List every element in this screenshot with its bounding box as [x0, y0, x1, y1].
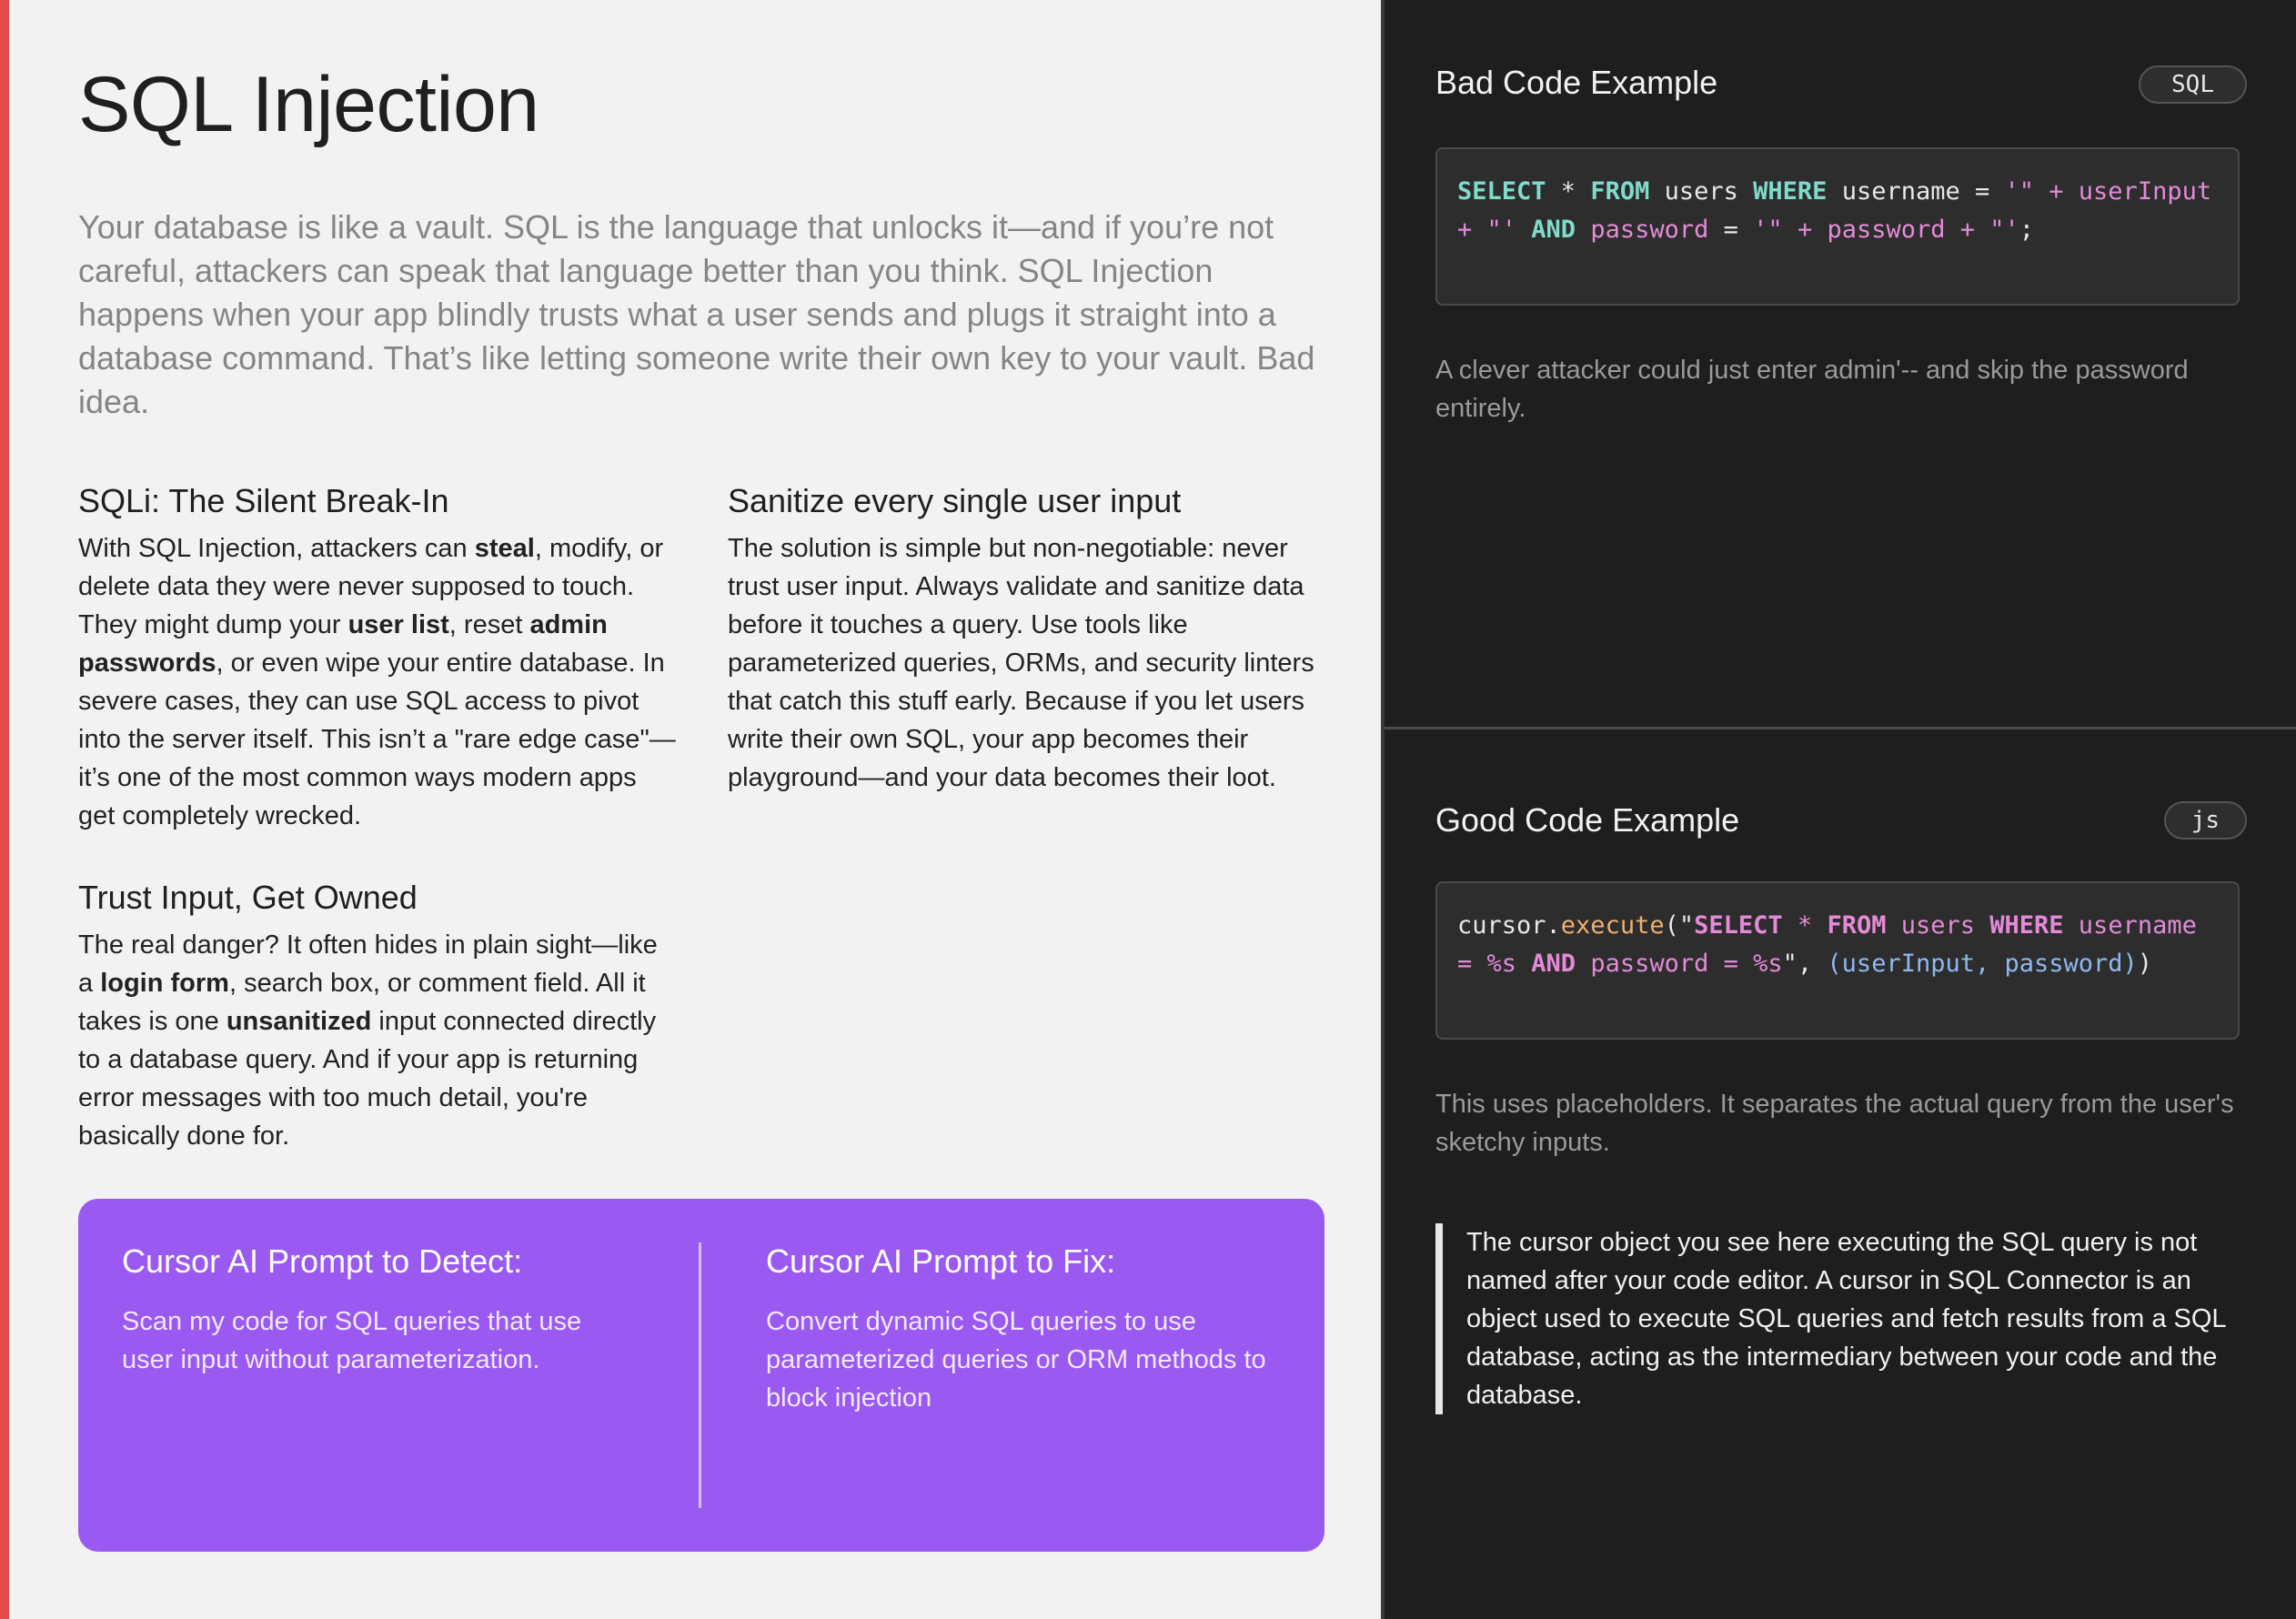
code-token: ;	[2019, 216, 2035, 244]
code-token: SELECT	[1694, 911, 1783, 940]
code-token	[1516, 216, 1531, 244]
fix-prompt-text[interactable]: Convert dynamic SQL queries to use parameterized queries or ORM methods to block injection	[766, 1307, 1266, 1413]
code-token: =	[1708, 216, 1754, 244]
code-token: username =	[1827, 177, 2005, 206]
code-token: users	[1886, 911, 1990, 940]
cursor-prompt-box	[78, 1199, 1324, 1552]
bad-code-title: Bad Code Example	[1435, 64, 1718, 101]
section-body: With SQL Injection, attackers can steal, modify, or delete data they were never supposed to touch. They might dump your user list, reset admin passwords, or even wipe your entire database. In severe cases, they can use SQL access to pivot into the server itself. This isn’t a "rare edge case"—it’s one of the most common ways modern apps get completely wrecked.	[78, 534, 676, 830]
code-token: ("	[1664, 911, 1695, 940]
code-token: '" + password + "'	[1753, 216, 2019, 244]
code-token: password	[1590, 216, 1709, 244]
code-token: (userInput, password)	[1827, 950, 2138, 978]
code-examples-panel	[1381, 0, 2296, 1619]
code-token: execute	[1560, 911, 1665, 940]
code-token: SELECT	[1457, 177, 1546, 206]
good-code-panel	[1385, 732, 2296, 1619]
code-token: *	[1546, 177, 1591, 206]
good-code-title: Good Code Example	[1435, 801, 1740, 839]
code-token	[1576, 216, 1590, 244]
code-token: ",	[1782, 950, 1828, 978]
fix-prompt-heading: Cursor AI Prompt to Fix:	[766, 1242, 1116, 1280]
prompt-divider	[699, 1242, 701, 1508]
section-trust-input	[78, 877, 679, 1155]
code-token: password = %s	[1576, 950, 1783, 978]
bad-code-caption: A clever attacker could just enter admin'-- and skip the password entirely.	[1435, 356, 2189, 423]
detect-prompt	[122, 1241, 631, 1379]
cursor-note-blockquote: The cursor object you see here executing the SQL query is not named after your code editor. A cursor in SQL Connector is an object used to execute SQL queries and fetch results from a SQL database, acting as the intermediary between your code and the database.	[1435, 1223, 2254, 1414]
section-heading: Sanitize every single user input	[728, 482, 1182, 519]
code-token: users	[1649, 177, 1754, 206]
code-token: WHERE	[1989, 911, 2064, 940]
intro-paragraph: Your database is like a vault. SQL is the language that unlocks it—and if you’re not careful, attackers can speak that language better than you think. SQL Injection happens when your app blindly trusts what a user sends and plugs it straight into a database command. That’s like letting someone write their own key to your vault. Bad idea.	[78, 208, 1315, 420]
code-token: '" + userInput + "'	[1457, 177, 2227, 244]
section-sanitize-input	[728, 480, 1333, 797]
detect-prompt-heading: Cursor AI Prompt to Detect:	[122, 1242, 523, 1280]
bad-code-panel	[1385, 0, 2296, 729]
code-token: FROM	[1590, 177, 1650, 206]
good-code-caption: This uses placeholders. It separates the actual query from the user's sketchy inputs.	[1435, 1090, 2234, 1157]
code-token: AND	[1531, 216, 1576, 244]
section-silent-break-in	[78, 480, 679, 835]
language-badge-js: js	[2164, 801, 2247, 840]
page-title: SQL Injection	[78, 61, 539, 148]
bad-code-block[interactable]	[1435, 147, 2240, 306]
section-body: The solution is simple but non-negotiable: never trust user input. Always validate and sanitize data before it touches a query. Use tools like parameterized queries, ORMs, and security linters that catch this stuff early. Because if you let users write their own SQL, your app becomes their playground—and your data becomes their loot.	[728, 534, 1314, 792]
code-token: FROM	[1827, 911, 1887, 940]
language-badge-sql: SQL	[2139, 65, 2247, 104]
code-token: )	[2137, 950, 2153, 978]
detect-prompt-text[interactable]: Scan my code for SQL queries that use user input without parameterization.	[122, 1307, 582, 1374]
code-token: AND	[1531, 950, 1576, 978]
code-token: WHERE	[1753, 177, 1828, 206]
section-heading: Trust Input, Get Owned	[78, 879, 418, 916]
code-token: *	[1782, 911, 1828, 940]
section-heading: SQLi: The Silent Break-In	[78, 482, 449, 519]
good-code-block[interactable]	[1435, 881, 2240, 1040]
section-body: The real danger? It often hides in plain sight—like a login form, search box, or comment field. All it takes is one unsanitized input connected directly to a database query. And if your app is returning error messages with too much detail, you're basically done for.	[78, 930, 658, 1151]
code-token: username = %s	[1457, 911, 2212, 978]
fix-prompt	[766, 1241, 1275, 1417]
code-token: cursor.	[1457, 911, 1561, 940]
